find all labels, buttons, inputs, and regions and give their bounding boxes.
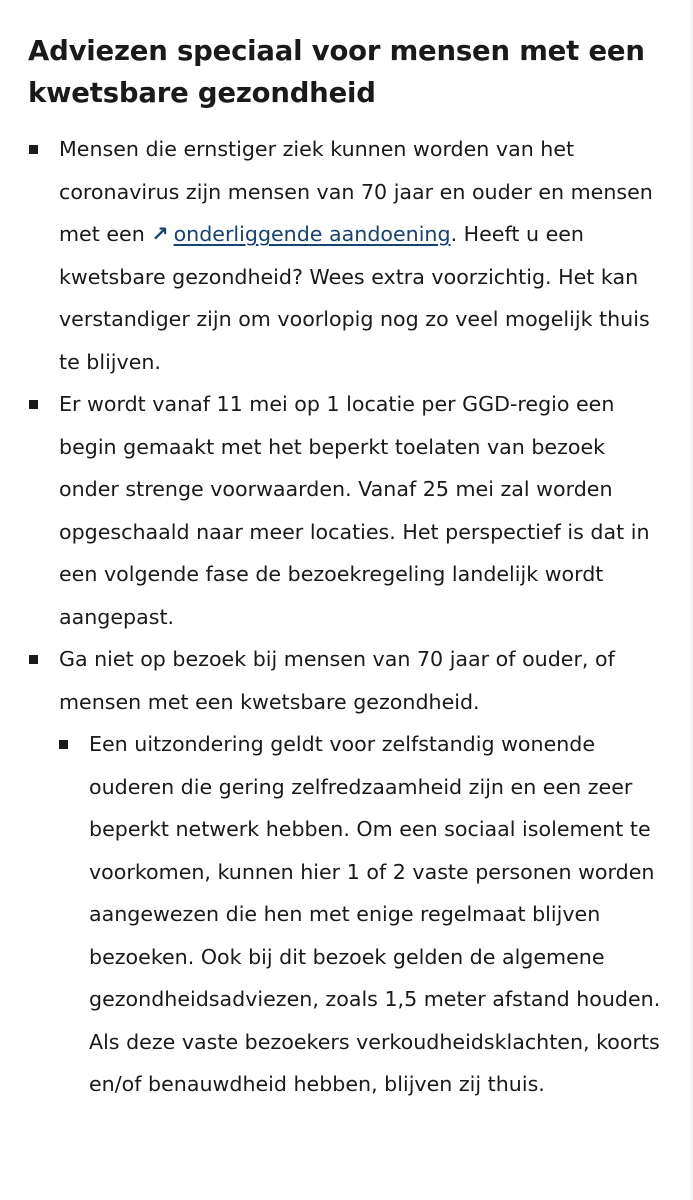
page-title: Adviezen speciaal voor mensen met een kwetsbare gezondheid [28, 35, 645, 109]
list-item [28, 383, 669, 638]
sub-item-text: Een uitzondering geldt voor zelfstandig wonende ouderen die gering zelfredzaamheid zijn en een zeer beperkt netwerk hebben. Om een sociaal isolement te voorkomen, kunnen hier 1 of 2 vaste personen worden aangewezen die hen met enige regelmaat blijven bezoeken. Ook bij dit bezoek gelden de algemene gezondheidsadviezen, zoals 1,5 meter afstand houden. Als deze vaste bezoekers verkoudheidsklachten, koorts en/of benauwdheid hebben, blijven zij thuis. [89, 732, 661, 1096]
item-text: Er wordt vanaf 11 mei op 1 locatie per GGD-regio een begin gemaakt met het beperkt toelaten van bezoek onder strenge voorwaarden. Vanaf 25 mei zal worden opgeschaald naar meer locaties. Het perspectief is dat in een volgende fase de bezoekregeling landelijk wordt aangepast. [59, 392, 650, 629]
list-item [28, 638, 669, 1106]
square-bullet-icon [29, 145, 38, 154]
advice-list [28, 128, 669, 1106]
sub-list-item [58, 723, 669, 1106]
square-bullet-icon [29, 655, 38, 664]
item-text: Ga niet op bezoek bij mensen van 70 jaar of ouder, of mensen met een kwetsbare gezondheid. [59, 647, 615, 714]
edge-shadow [689, 0, 693, 1200]
item-text-after-link: . Heeft u een kwetsbare gezondheid? Wees extra voorzichtig. Het kan verstandiger zijn om voorlopig nog zo veel mogelijk thuis te blijven. [59, 222, 650, 374]
sub-list [28, 723, 669, 1106]
square-bullet-icon [59, 740, 68, 749]
external-link-arrow-icon: ↗ [151, 222, 169, 246]
square-bullet-icon [29, 400, 38, 409]
underlying-condition-link[interactable] [151, 222, 450, 246]
list-item [28, 128, 669, 383]
item-text-before-link: Mensen die ernstiger ziek kunnen worden van het coronavirus zijn mensen van 70 jaar en ouder en mensen met een [59, 137, 653, 246]
link-label: onderliggende aandoening [173, 222, 451, 246]
